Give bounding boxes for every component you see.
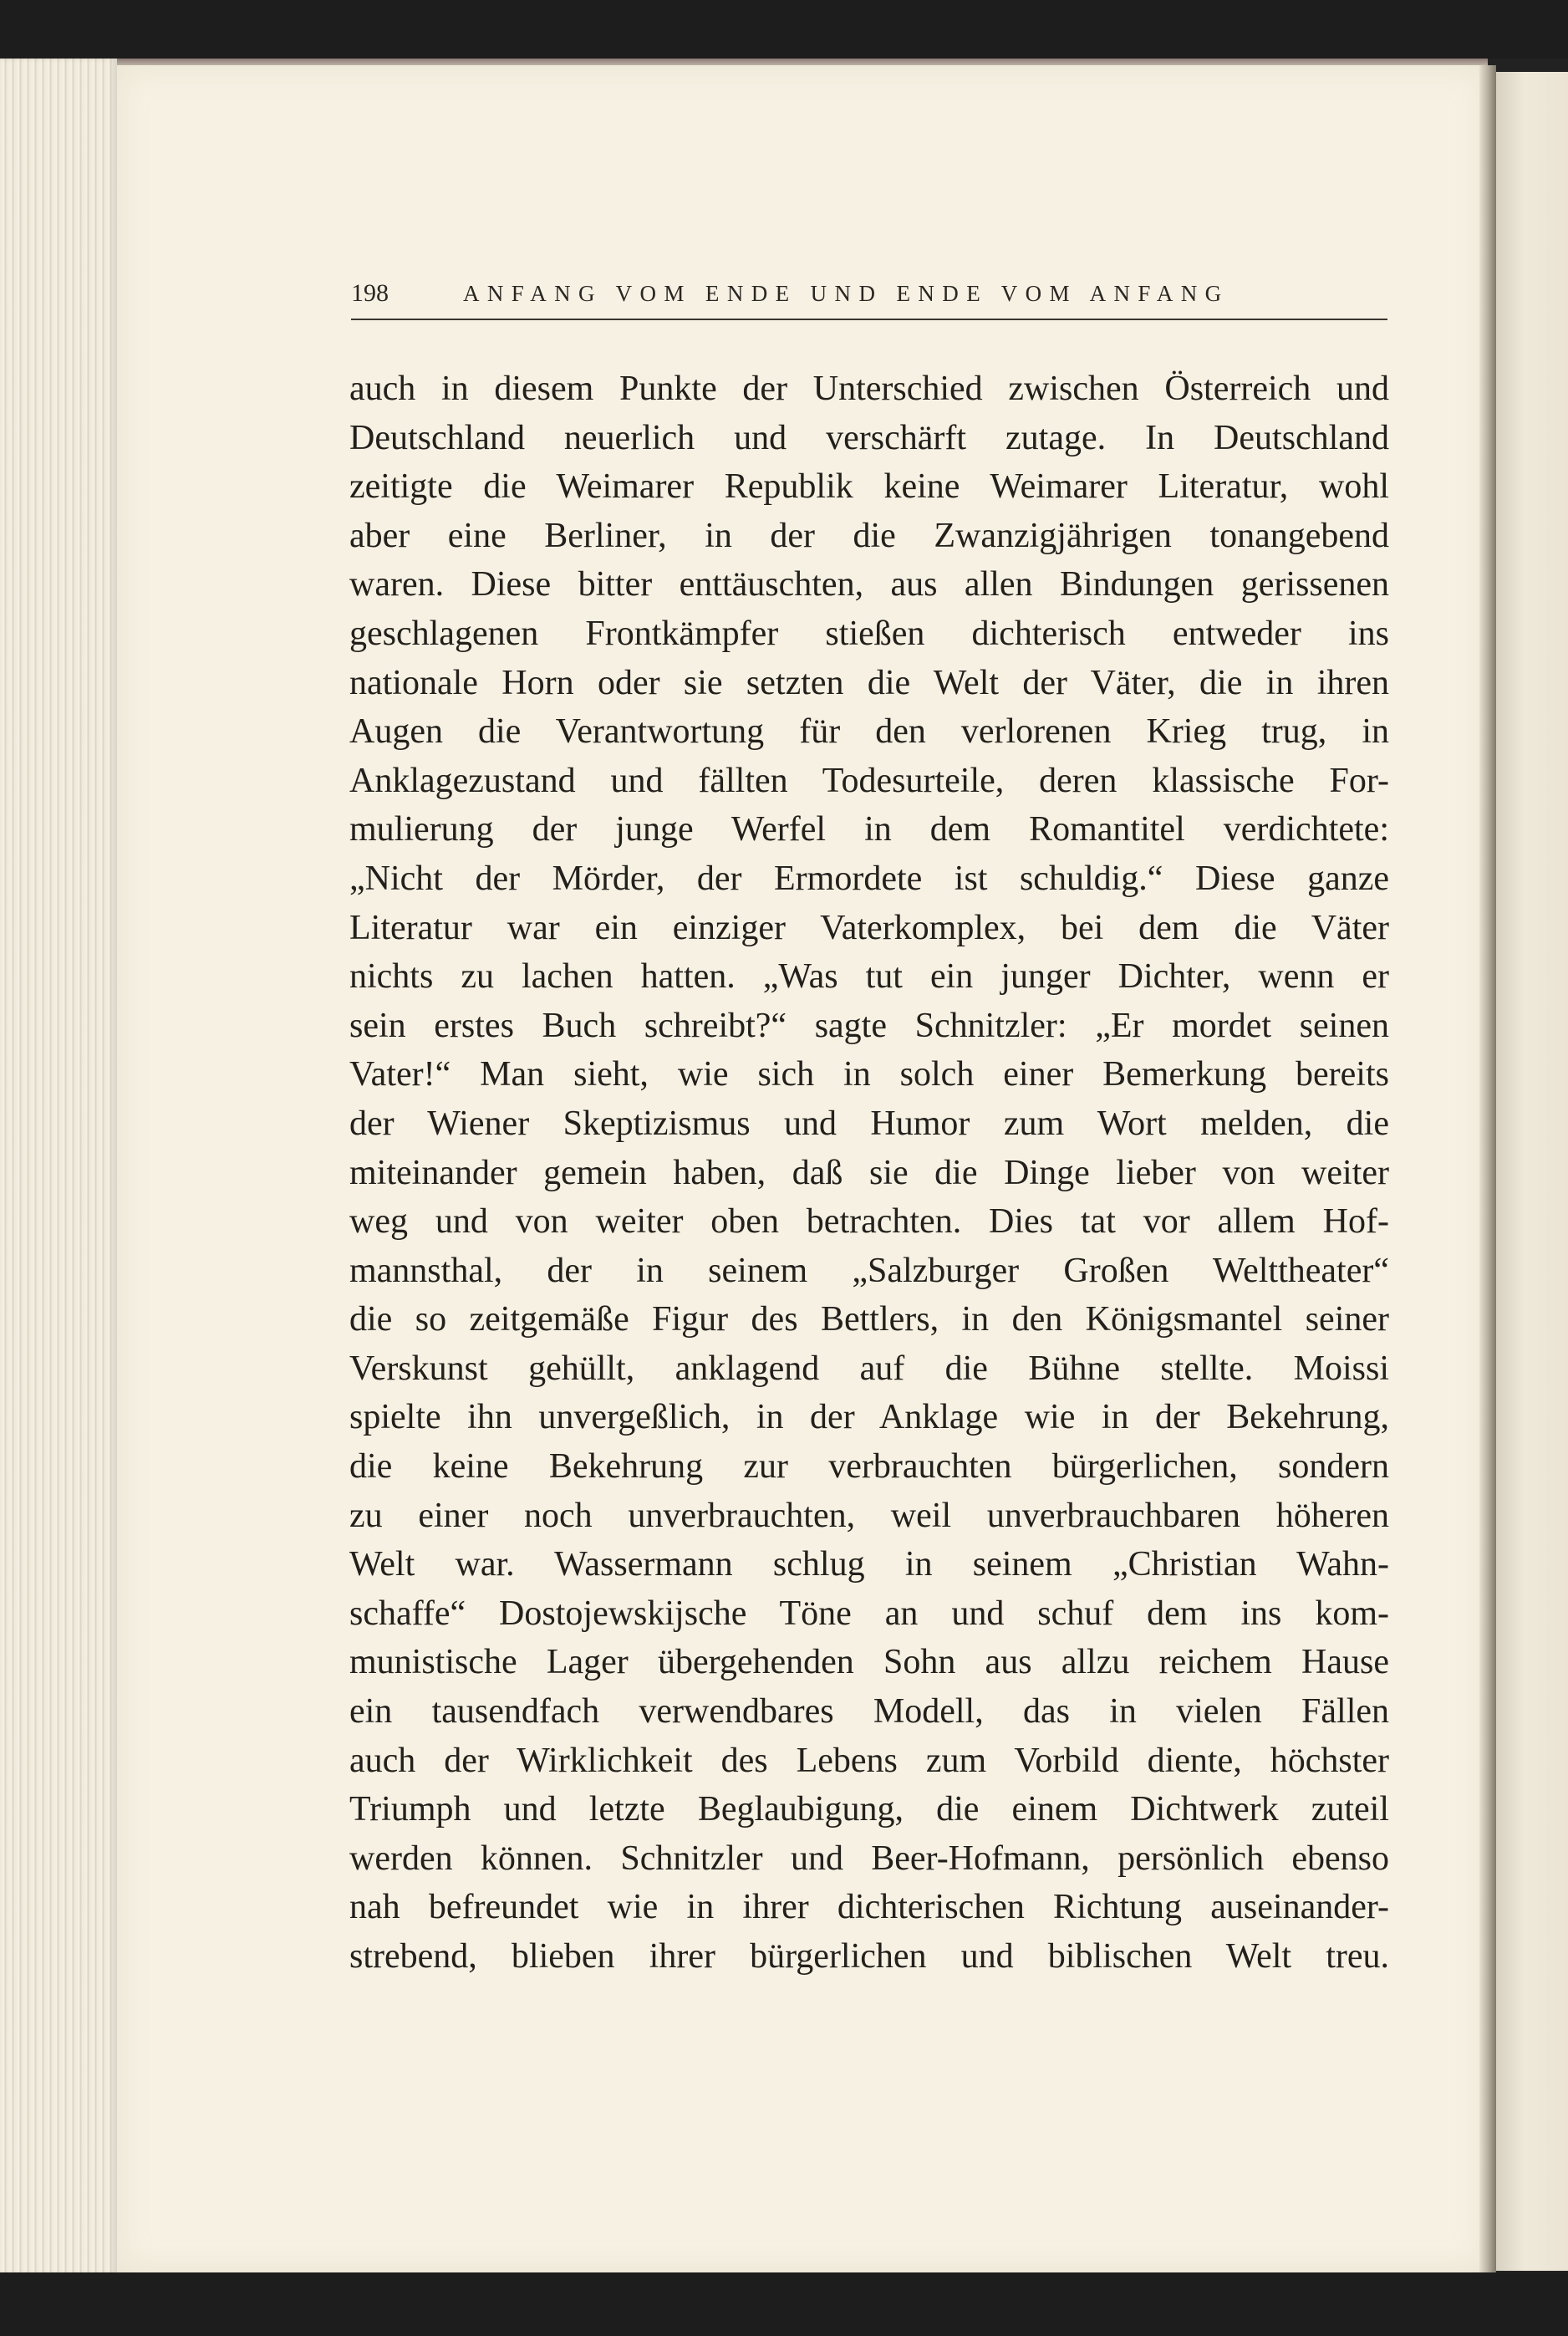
text-line: werden können. Schnitzler und Beer-Hofmann, persönlich ebenso	[349, 1839, 1389, 1878]
page-number: 198	[351, 279, 389, 307]
text-line: Triumph und letzte Beglaubigung, die einem Dichtwerk zuteil	[349, 1790, 1389, 1829]
text-line: Deutschland neuerlich und verschärft zutage. In Deutschland	[349, 418, 1389, 457]
text-line: geschlagenen Frontkämpfer stießen dichterisch entweder ins	[349, 614, 1389, 653]
text-line: weg und von weiter oben betrachten. Dies tat vor allem Hof-	[349, 1202, 1389, 1242]
text-line: schaffe“ Dostojewskijsche Töne an und schuf dem ins kom-	[349, 1594, 1389, 1633]
text-line: mulierung der junge Werfel in dem Romantitel verdichtete:	[349, 810, 1389, 849]
text-line: Verskunst gehüllt, anklagend auf die Bühne stellte. Moissi	[349, 1349, 1389, 1388]
text-line: die so zeitgemäße Figur des Bettlers, in den Königsmantel seiner	[349, 1300, 1389, 1339]
text-line: Vater!“ Man sieht, wie sich in solch einer Bemerkung bereits	[349, 1055, 1389, 1094]
page-header	[351, 276, 1387, 319]
page-gutter	[1479, 65, 1496, 2272]
text-line: aber eine Berliner, in der die Zwanzigjährigen tonangebend	[349, 516, 1389, 555]
text-line: „Nicht der Mörder, der Ermordete ist schuldig.“ Diese ganze	[349, 859, 1389, 898]
text-line: auch der Wirklichkeit des Lebens zum Vorbild diente, höchster	[349, 1741, 1389, 1780]
text-line: mannsthal, der in seinem „Salzburger Großen Welttheater“	[349, 1251, 1389, 1290]
text-line: der Wiener Skeptizismus und Humor zum Wort melden, die	[349, 1104, 1389, 1143]
next-page-edge	[1496, 72, 1568, 2271]
text-line: die keine Bekehrung zur verbrauchten bürgerlichen, sondern	[349, 1447, 1389, 1487]
text-line: spielte ihn unvergeßlich, in der Anklage wie in der Bekehrung,	[349, 1398, 1389, 1437]
header-rule	[351, 319, 1387, 320]
text-line: nah befreundet wie in ihrer dichterischen Richtung auseinander-	[349, 1888, 1389, 1927]
page-edges-left	[0, 59, 117, 2274]
text-line: Anklagezustand und fällten Todesurteile, deren klassische For-	[349, 761, 1389, 800]
text-line: miteinander gemein haben, daß sie die Dinge lieber von weiter	[349, 1153, 1389, 1192]
text-line: nichts zu lachen hatten. „Was tut ein junger Dichter, wenn er	[349, 957, 1389, 997]
scanner-background-top	[0, 0, 1568, 59]
text-line: nationale Horn oder sie setzten die Welt der Väter, die in ihren	[349, 663, 1389, 702]
text-line: Welt war. Wassermann schlug in seinem „Christian Wahn-	[349, 1545, 1389, 1584]
text-line: auch in diesem Punkte der Unterschied zwischen Österreich und	[349, 370, 1389, 408]
text-line: munistische Lager übergehenden Sohn aus allzu reichem Hause	[349, 1643, 1389, 1682]
scanner-background-bottom	[0, 2272, 1568, 2336]
text-line: sein erstes Buch schreibt?“ sagte Schnitzler: „Er mordet seinen	[349, 1006, 1389, 1045]
text-line: waren. Diese bitter enttäuschten, aus allen Bindungen gerissenen	[349, 565, 1389, 604]
text-line: Augen die Verantwortung für den verlorenen Krieg trug, in	[349, 712, 1389, 752]
running-head: ANFANG VOM ENDE UND ENDE VOM ANFANG	[463, 281, 1229, 306]
text-line: Literatur war ein einziger Vaterkomplex, bei dem die Väter	[349, 908, 1389, 947]
text-line: ein tausendfach verwendbares Modell, das in vielen Fällen	[349, 1692, 1389, 1732]
text-line: zeitigte die Weimarer Republik keine Weimarer Literatur, wohl	[349, 467, 1389, 507]
text-line: zu einer noch unverbrauchten, weil unverbrauchbaren höheren	[349, 1496, 1389, 1535]
text-line: strebend, blieben ihrer bürgerlichen und biblischen Welt treu.	[349, 1937, 1389, 1976]
body-text	[349, 365, 1389, 1982]
